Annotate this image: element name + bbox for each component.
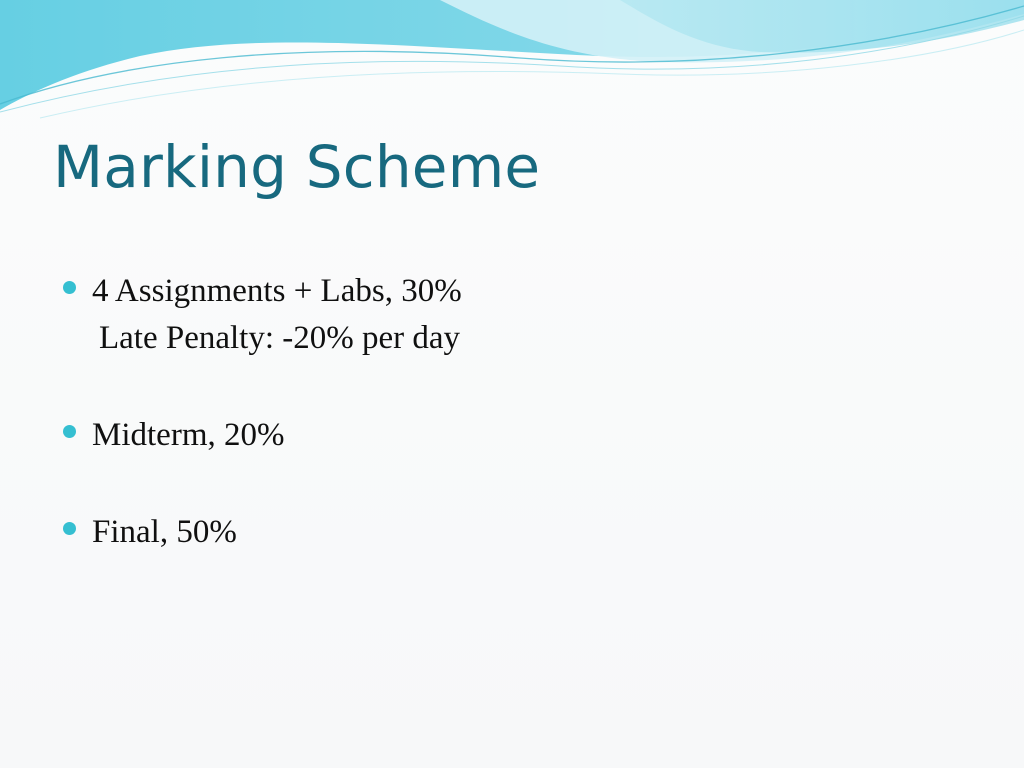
bullet-item-final bbox=[62, 509, 462, 556]
header-wave-decoration bbox=[0, 0, 1024, 130]
bullet-item-midterm bbox=[62, 412, 462, 459]
bullet-text: Midterm, 20% bbox=[92, 417, 285, 453]
bullet-text: 4 Assignments + Labs, 30% bbox=[92, 273, 462, 309]
bullet-list bbox=[62, 268, 462, 556]
bullet-subtext-late-penalty: Late Penalty: -20% per day bbox=[99, 320, 461, 356]
slide-title: Marking Scheme bbox=[53, 133, 541, 201]
bullet-item-assignments bbox=[62, 268, 462, 362]
bullet-dot-icon bbox=[63, 425, 76, 438]
bullet-dot-icon bbox=[63, 522, 76, 535]
bullet-text: Final, 50% bbox=[92, 514, 237, 550]
bullet-dot-icon bbox=[63, 281, 76, 294]
